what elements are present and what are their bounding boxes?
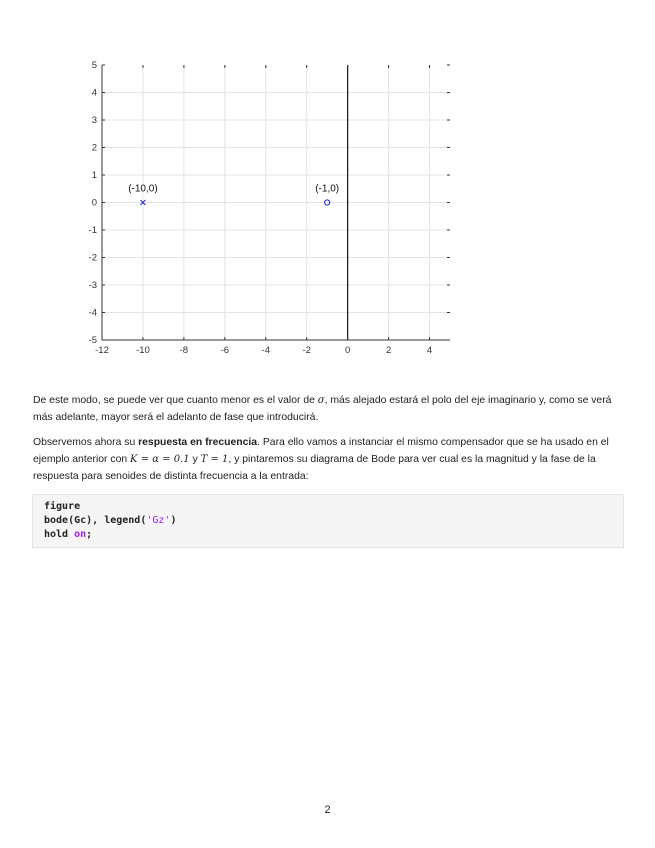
code-string-gz: 'Gz' — [146, 515, 171, 526]
y-tick-label: -3 — [88, 280, 97, 291]
page-number: 2 — [324, 804, 331, 816]
math-t: T = 1 — [200, 454, 229, 465]
paragraph1-text-b: , más alejado estará el polo del eje imaginario y, como se verá más adelante, mayor será el adelanto de fase que introducirá. — [33, 395, 612, 423]
pole-zero-plot — [0, 0, 655, 370]
y-tick-label: 5 — [91, 60, 97, 71]
x-tick-label: -6 — [220, 345, 230, 356]
x-tick-label: -8 — [179, 345, 189, 356]
tick-labels — [89, 60, 433, 356]
paragraph-sigma — [33, 392, 625, 426]
paragraph2-text-b: . Para ello vamos a instanciar el mismo compensador que se ha usado en el ejemplo anterior con — [33, 437, 609, 465]
code-semicolon: ; — [86, 529, 93, 540]
x-tick-label: 0 — [344, 345, 351, 356]
y-tick-label: 2 — [91, 142, 97, 154]
paragraph-frequency-response — [33, 434, 625, 485]
code-block[interactable] — [32, 494, 624, 548]
point-label: (-10,0) — [128, 183, 158, 195]
x-tick-label: 2 — [385, 345, 392, 356]
code-hold: hold — [44, 529, 75, 540]
code-bode: bode(Gc), legend( — [44, 515, 147, 526]
y-tick-label: -2 — [88, 252, 97, 264]
math-k-alpha: K = α = 0.1 — [130, 454, 190, 465]
sigma-symbol: σ — [317, 395, 325, 406]
code-line-3 — [44, 528, 612, 542]
x-tick-label: -10 — [136, 345, 150, 356]
y-tick-label: 4 — [91, 87, 97, 99]
bold-frequency-response: respuesta en frecuencia — [138, 437, 258, 448]
code-line-2 — [44, 514, 612, 528]
paragraph2-text-a: Observemos ahora su — [33, 437, 139, 448]
x-tick-label: -12 — [95, 345, 109, 356]
y-tick-label: 0 — [91, 197, 97, 209]
y-tick-label: 3 — [91, 115, 97, 126]
y-tick-label: -4 — [88, 307, 97, 319]
grid-lines — [102, 65, 450, 340]
data-points — [128, 184, 339, 206]
x-tick-label: -2 — [302, 345, 311, 356]
paragraph2-text-c: y — [189, 454, 201, 465]
y-tick-label: -5 — [88, 335, 97, 346]
code-line-1 — [44, 500, 612, 514]
x-tick-label: 4 — [426, 345, 433, 356]
point-label: (-1,0) — [315, 183, 340, 195]
code-paren: ) — [170, 515, 177, 526]
code-keyword-on: on — [74, 529, 87, 540]
y-tick-label: 1 — [91, 170, 97, 181]
x-tick-label: -4 — [261, 345, 270, 356]
paragraph2-text-d: , y pintaremos su diagrama de Bode para ver cual es la magnitud y la fase de la respuesta para senoides de distinta frecuencia a la entrada: — [33, 454, 596, 482]
y-tick-label: -1 — [88, 225, 97, 236]
code-figure: figure — [44, 501, 81, 512]
paragraph1-text-a: De este modo, se puede ver que cuanto menor es el valor de — [33, 395, 318, 406]
